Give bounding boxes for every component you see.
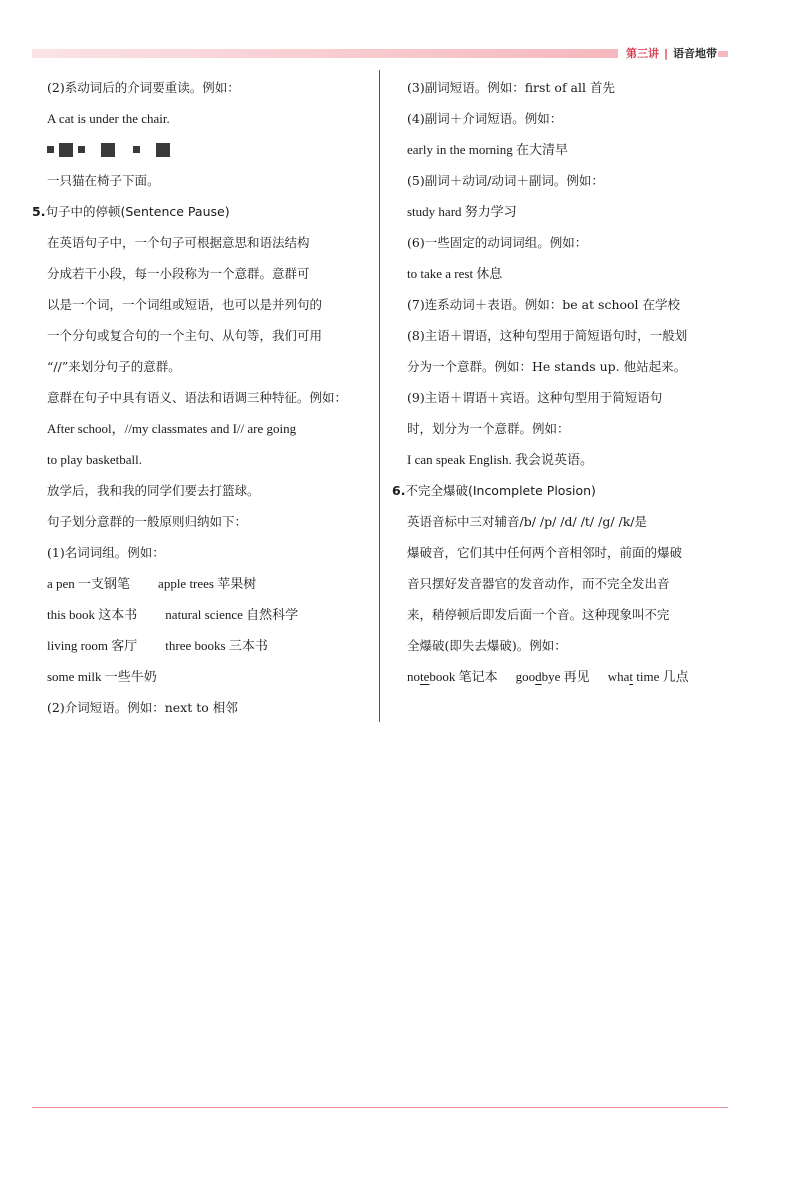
right-column — [392, 72, 737, 692]
stress-mark-large — [59, 143, 73, 157]
footer-line — [32, 1107, 728, 1108]
stress-mark-small — [78, 146, 85, 153]
rule-subject-predicate-object: (9)主语＋谓语＋宾语。这种句型用于简短语句 — [407, 390, 663, 405]
left-column — [32, 72, 372, 723]
rule-adverb-phrase: (3)副词短语。例如：first of all 首先 — [407, 80, 615, 95]
example-item: some milk 一些牛奶 — [47, 669, 157, 684]
paragraph-line: 一个分句或复合句的一个主句、从句等，我们可用 — [47, 328, 323, 343]
lecture-topic: 语音地带 — [673, 47, 718, 60]
example-sentence: After school，//my classmates and I// are going — [47, 421, 297, 436]
lost-plosive: d — [535, 669, 542, 684]
paragraph-line: 来，稍停顿后即发后面一个音。这种现象叫不完 — [407, 607, 670, 622]
example-translation: 一只猫在椅子下面。 — [47, 173, 160, 188]
example-item: early in the morning 在大清早 — [407, 142, 569, 157]
stress-mark-large — [101, 143, 115, 157]
plosion-example: notebook 笔记本 — [407, 669, 498, 684]
section-number: 6. — [392, 483, 406, 498]
paragraph-line: 意群在句子中具有语义、语法和语调三种特征。例如： — [47, 390, 348, 405]
section-title: 不完全爆破(Incomplete Plosion) — [405, 483, 596, 498]
column-divider — [379, 70, 380, 722]
paragraph-line: 以是一个词，一个词组或短语，也可以是并列句的 — [47, 297, 323, 312]
example-translation: 放学后，我和我的同学们要去打篮球。 — [47, 483, 260, 498]
rule-fixed-verb-phrase: (6)一些固定的动词词组。例如： — [407, 235, 588, 250]
paragraph-line: 分成若干小段，每一小段称为一个意群。意群可 — [47, 266, 310, 281]
example-item: three books 三本书 — [165, 638, 268, 653]
paragraph-line: 句子划分意群的一般原则归纳如下： — [47, 514, 248, 529]
example-item: this book 这本书 — [47, 607, 138, 622]
example-row — [32, 599, 372, 630]
section-title: 句子中的停顿(Sentence Pause) — [45, 204, 230, 219]
paragraph-line: 音只摆好发音器官的发音动作，而不完全发出音 — [407, 576, 670, 591]
rule-prepositional-phrase: (2)介词短语。例如：next to 相邻 — [47, 700, 238, 715]
paragraph-line: 分为一个意群。例如：He stands up. 他站起来。 — [407, 359, 687, 374]
example-item: natural science 自然科学 — [165, 607, 299, 622]
stress-mark-large — [156, 143, 170, 157]
example-item: study hard 努力学习 — [407, 204, 517, 219]
stress-mark-small — [47, 146, 54, 153]
paragraph-line: 英语音标中三对辅音/b/ /p/ /d/ /t/ /g/ /k/是 — [407, 514, 648, 529]
rule-adverb-verb: (5)副词＋动词/动词＋副词。例如： — [407, 173, 604, 188]
plosion-examples — [392, 661, 737, 692]
section-number: 5. — [32, 204, 46, 219]
example-row — [32, 568, 372, 599]
stress-mark-small — [133, 146, 140, 153]
example-item: a pen 一支钢笔 — [47, 576, 131, 591]
rule-adverb-prep: (4)副词＋介词短语。例如： — [407, 111, 563, 126]
paragraph-line: 爆破音，它们其中任何两个音相邻时，前面的爆破 — [407, 545, 683, 560]
lost-plosive: t — [629, 669, 633, 684]
example-sentence: I can speak English. 我会说英语。 — [407, 452, 593, 467]
example-item: to take a rest 休息 — [407, 266, 503, 281]
header-title — [626, 44, 717, 62]
example-item: living room 客厅 — [47, 638, 138, 653]
rule-noun-phrase: (1)名词词组。例如： — [47, 545, 165, 560]
paragraph-line: 时，划分为一个意群。例如： — [407, 421, 570, 436]
stress-pattern-marks — [32, 134, 372, 165]
example-item: apple trees 苹果树 — [158, 576, 257, 591]
lecture-number: 第三讲 — [626, 47, 659, 60]
paragraph-line: 全爆破(即失去爆破)。例如： — [407, 638, 567, 653]
section-6-heading — [392, 475, 737, 506]
lost-plosive: te — [420, 669, 430, 684]
rule-subject-predicate: (8)主语＋谓语，这种句型用于简短语句时，一般划 — [407, 328, 688, 343]
example-sentence: A cat is under the chair. — [47, 111, 170, 126]
header-bar-end — [718, 51, 728, 57]
header-separator: | — [664, 46, 669, 60]
paragraph-line: 在英语句子中，一个句子可根据意思和语法结构 — [47, 235, 310, 250]
rule-linking-verb: (7)连系动词＋表语。例如：be at school 在学校 — [407, 297, 681, 312]
example-row — [32, 630, 372, 661]
rule-stress-preposition: (2)系动词后的介词要重读。例如： — [47, 80, 240, 95]
example-sentence: to play basketball. — [47, 452, 142, 467]
paragraph-line: “//”来划分句子的意群。 — [47, 359, 181, 374]
section-5-heading — [32, 196, 372, 227]
header-bar — [32, 49, 618, 58]
plosion-example: goodbye 再见 — [515, 669, 590, 684]
plosion-example: what time 几点 — [607, 669, 689, 684]
